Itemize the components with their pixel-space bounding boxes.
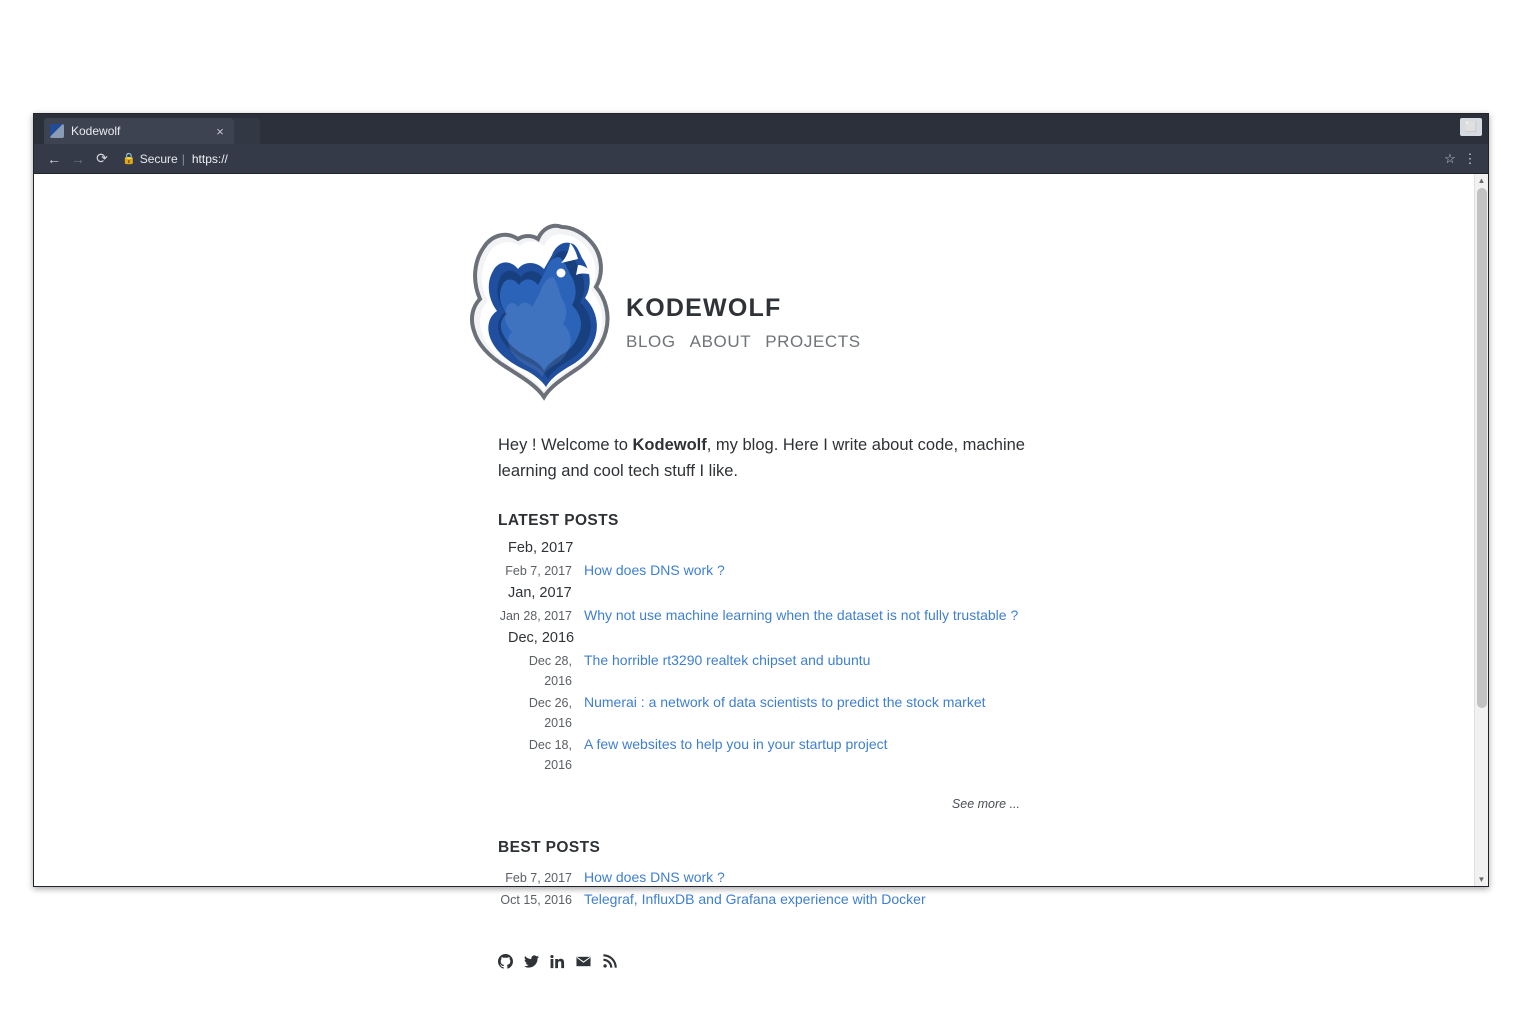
month-group: [498, 540, 1058, 581]
scroll-down-icon[interactable]: ▼: [1477, 875, 1486, 884]
latest-posts-list: [498, 540, 1058, 775]
wolf-favicon-icon: [50, 124, 64, 138]
latest-posts-heading: LATEST POSTS: [498, 512, 619, 529]
menu-button[interactable]: [1460, 148, 1480, 170]
intro-brand: Kodewolf: [632, 436, 707, 454]
linkedin-icon[interactable]: [550, 954, 565, 969]
month-label: Dec, 2016: [508, 630, 575, 646]
intro-before: Hey ! Welcome to: [498, 436, 633, 454]
site-title: KODEWOLF: [626, 294, 782, 322]
email-icon[interactable]: [576, 954, 591, 969]
kebab-menu-icon: ⋮: [1463, 150, 1477, 166]
post-date: Jan 28, 2017: [499, 609, 572, 623]
post-link[interactable]: Numerai : a network of data scientists to predict the stock market: [584, 694, 986, 710]
site-header: [498, 224, 1058, 414]
post-link[interactable]: Telegraf, InfluxDB and Grafana experience with Docker: [584, 891, 926, 907]
window-restore-icon: ⬜: [1464, 121, 1478, 133]
window-restore-button[interactable]: [1460, 118, 1482, 136]
post-date: Dec 28, 2016: [528, 654, 572, 688]
post-link[interactable]: The horrible rt3290 realtek chipset and ubuntu: [584, 652, 871, 668]
post-date: Feb 7, 2017: [505, 871, 572, 885]
list-item: [498, 734, 1058, 775]
tab-title: Kodewolf: [71, 124, 121, 138]
list-item: [498, 867, 1058, 888]
page-scrollbar[interactable]: [1474, 174, 1488, 886]
omnibox-separator: |: [181, 151, 185, 166]
post-link[interactable]: How does DNS work ?: [584, 869, 725, 885]
nav-item-blog[interactable]: BLOG: [626, 332, 676, 351]
post-link[interactable]: How does DNS work ?: [584, 562, 725, 578]
nav-item-about[interactable]: ABOUT: [689, 332, 752, 351]
github-icon[interactable]: [498, 954, 513, 969]
list-item: [498, 889, 1058, 910]
list-item: [498, 692, 1058, 733]
see-more-row: [498, 797, 1020, 811]
best-posts-heading: BEST POSTS: [498, 839, 601, 856]
post-link[interactable]: Why not use machine learning when the dataset is not fully trustable ?: [584, 607, 1019, 623]
post-date: Dec 18, 2016: [528, 738, 572, 772]
url-text: https://: [191, 151, 228, 166]
month-label: Feb, 2017: [508, 540, 574, 556]
web-page: [34, 174, 1476, 907]
reload-icon: ⟳: [96, 150, 108, 166]
brand-block: [626, 294, 861, 352]
rss-icon[interactable]: [602, 954, 617, 969]
tab-strip: [34, 114, 1488, 144]
list-item: [498, 560, 1058, 581]
best-posts-list: [498, 867, 1058, 910]
list-item: [498, 605, 1058, 626]
site-nav: [626, 332, 861, 352]
nav-item-projects[interactable]: PROJECTS: [765, 332, 861, 351]
forward-button[interactable]: [66, 147, 90, 171]
address-bar[interactable]: [122, 149, 1432, 169]
post-date: Dec 26, 2016: [528, 696, 572, 730]
star-icon: ☆: [1444, 150, 1456, 166]
twitter-icon[interactable]: [524, 954, 539, 969]
back-button[interactable]: [42, 147, 66, 171]
back-arrow-icon: ←: [47, 150, 61, 167]
browser-tab[interactable]: [44, 118, 234, 144]
browser-window: [33, 113, 1489, 907]
scroll-up-icon[interactable]: ▲: [1477, 176, 1486, 185]
social-links: [498, 954, 1058, 969]
see-more-link[interactable]: See more ...: [951, 797, 1020, 811]
reload-button[interactable]: [90, 147, 114, 171]
post-link[interactable]: A few websites to help you in your startup project: [584, 736, 888, 752]
bookmark-button[interactable]: [1440, 148, 1460, 170]
lock-icon: 🔒: [122, 153, 136, 165]
month-label: Jan, 2017: [508, 585, 572, 601]
new-tab-area[interactable]: [234, 118, 260, 144]
intro-after: , my blog. Here I write about code, machine learning and cool tech stuff I like.: [498, 436, 1025, 480]
list-item: [498, 650, 1058, 691]
forward-arrow-icon: →: [71, 150, 85, 167]
scrollbar-thumb[interactable]: [1477, 188, 1487, 708]
month-group: [498, 585, 1058, 626]
security-label: Secure: [139, 151, 178, 166]
intro-paragraph: [498, 432, 1026, 484]
page-viewport: [34, 174, 1488, 907]
page-content: [498, 224, 1058, 969]
month-group: [498, 630, 1058, 775]
close-icon[interactable]: ×: [216, 123, 224, 139]
post-date: Feb 7, 2017: [505, 564, 572, 578]
post-date: Oct 15, 2016: [500, 893, 572, 907]
browser-toolbar: [34, 144, 1488, 174]
kodewolf-logo-icon[interactable]: [466, 221, 618, 399]
